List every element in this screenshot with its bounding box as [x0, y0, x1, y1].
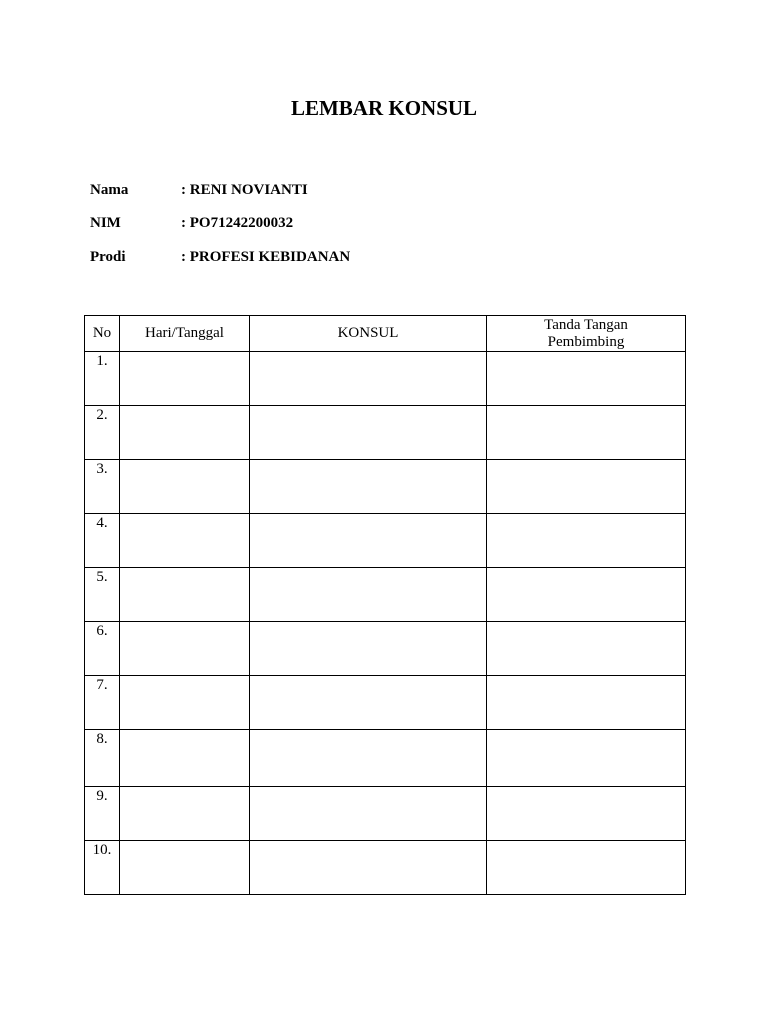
info-value: : PO71242200032 [181, 213, 293, 233]
table-row [85, 841, 686, 895]
row-number-cell: 6. [85, 622, 120, 676]
row-number-cell: 7. [85, 676, 120, 730]
tanda-tangan-cell [487, 841, 686, 895]
table-row [85, 568, 686, 622]
hari-tanggal-cell [120, 406, 250, 460]
konsul-cell [250, 568, 487, 622]
hari-tanggal-cell [120, 676, 250, 730]
konsul-cell [250, 676, 487, 730]
tanda-tangan-cell [487, 787, 686, 841]
konsul-cell [250, 622, 487, 676]
info-label: Prodi [90, 249, 126, 265]
header-no: No [85, 316, 120, 352]
row-number-cell: 4. [85, 514, 120, 568]
tanda-tangan-cell [487, 568, 686, 622]
info-value: : PROFESI KEBIDANAN [181, 247, 350, 267]
header-tanda-tangan [487, 316, 686, 352]
hari-tanggal-cell [120, 787, 250, 841]
info-value: : RENI NOVIANTI [181, 180, 308, 200]
page-title: LEMBAR KONSUL [290, 96, 478, 120]
tanda-tangan-cell [487, 514, 686, 568]
info-row-nim [90, 213, 690, 233]
tanda-tangan-cell [487, 676, 686, 730]
info-row-nama [90, 180, 690, 200]
table-row [85, 514, 686, 568]
row-number-cell: 2. [85, 406, 120, 460]
hari-tanggal-cell [120, 514, 250, 568]
row-number-cell: 9. [85, 787, 120, 841]
info-row-prodi [90, 247, 690, 267]
konsul-cell [250, 460, 487, 514]
konsul-cell [250, 514, 487, 568]
table-row [85, 622, 686, 676]
row-number-cell: 10. [85, 841, 120, 895]
row-number-cell: 1. [85, 352, 120, 406]
table-row [85, 406, 686, 460]
konsul-cell [250, 787, 487, 841]
header-tanda-tangan-text: Tanda Tangan Pembimbing [544, 316, 628, 350]
table-row [85, 787, 686, 841]
table-header-row [85, 316, 686, 352]
table-row [85, 676, 686, 730]
info-label: Nama [90, 182, 129, 198]
tanda-tangan-cell [487, 730, 686, 787]
hari-tanggal-cell [120, 352, 250, 406]
row-number-cell: 8. [85, 730, 120, 787]
hari-tanggal-cell [120, 730, 250, 787]
tanda-tangan-cell [487, 622, 686, 676]
table-row [85, 352, 686, 406]
tanda-tangan-cell [487, 460, 686, 514]
table-row [85, 460, 686, 514]
info-label: NIM [90, 215, 121, 231]
konsul-cell [250, 841, 487, 895]
row-number-cell: 3. [85, 460, 120, 514]
hari-tanggal-cell [120, 568, 250, 622]
table-row [85, 730, 686, 787]
konsul-table [84, 315, 686, 895]
hari-tanggal-cell [120, 460, 250, 514]
konsul-cell [250, 730, 487, 787]
header-hari-tanggal: Hari/Tanggal [120, 316, 250, 352]
konsul-cell [250, 352, 487, 406]
hari-tanggal-cell [120, 622, 250, 676]
hari-tanggal-cell [120, 841, 250, 895]
tanda-tangan-cell [487, 352, 686, 406]
tanda-tangan-cell [487, 406, 686, 460]
header-konsul: KONSUL [250, 316, 487, 352]
row-number-cell: 5. [85, 568, 120, 622]
konsul-cell [250, 406, 487, 460]
